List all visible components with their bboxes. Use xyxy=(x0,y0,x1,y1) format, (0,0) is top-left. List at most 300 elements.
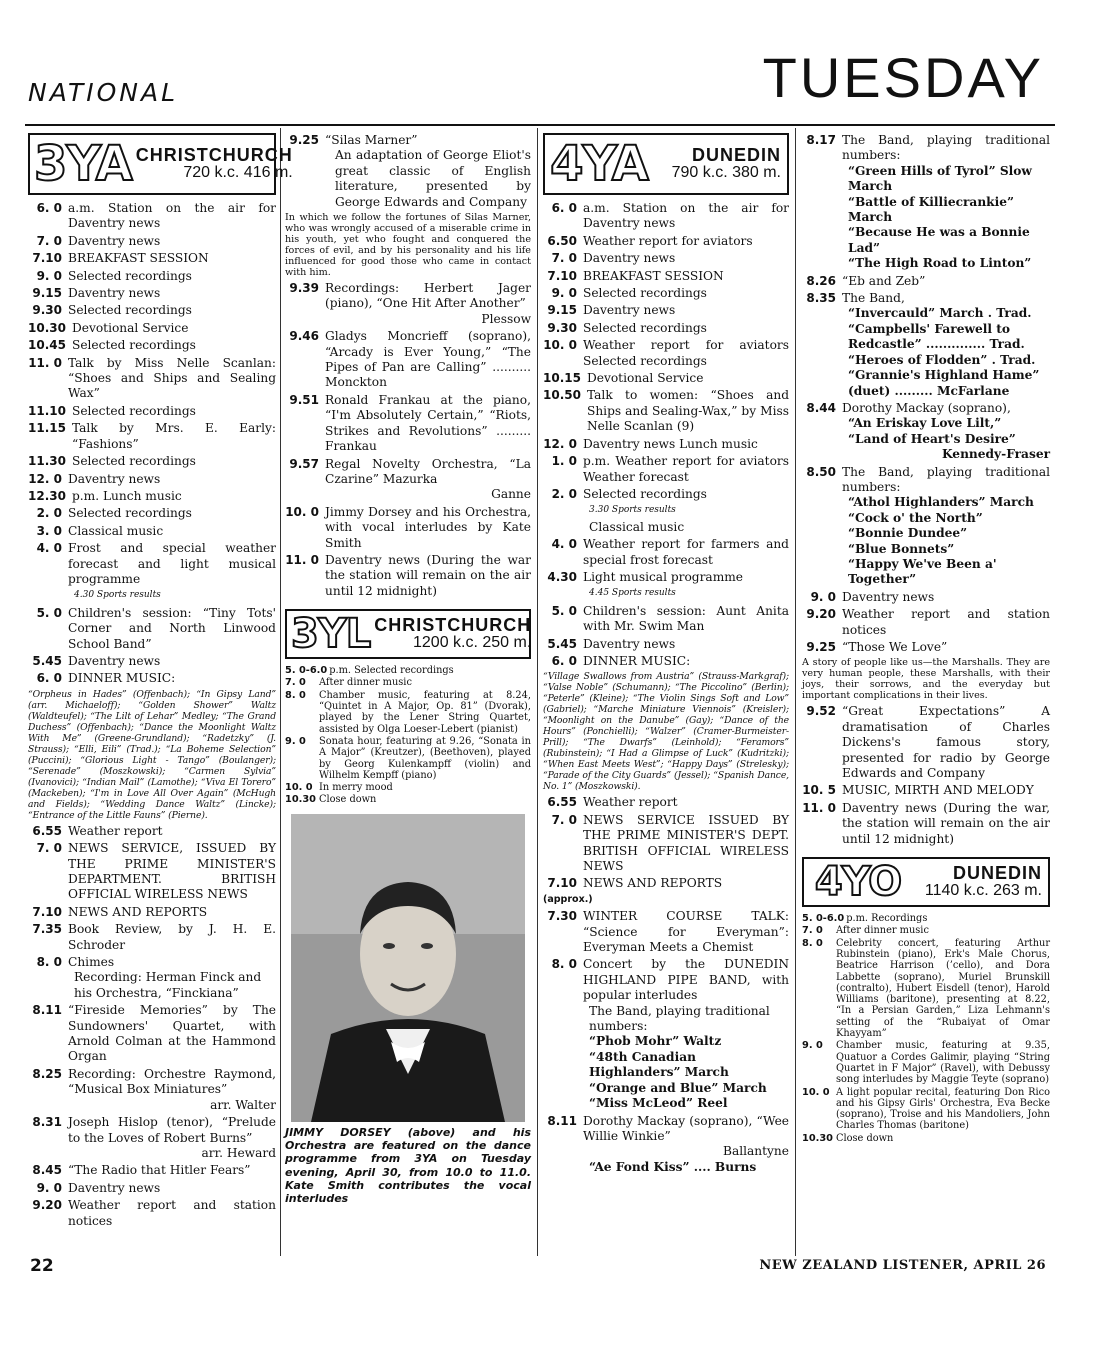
entry-text: Daventry news xyxy=(583,303,676,318)
station-callsign: 4YO xyxy=(814,859,902,906)
network-label: NATIONAL xyxy=(28,78,179,107)
schedule-entry xyxy=(28,841,276,903)
tune-title: “Invercauld” March . Trad. xyxy=(848,306,1032,321)
tune-list xyxy=(802,164,1050,272)
schedule-entry xyxy=(543,1114,789,1145)
entry-text: Weather report and station notices xyxy=(842,607,1050,637)
entry-time: 8.17 xyxy=(806,133,836,147)
entry-text: Ronald Frankau at the piano, “I'm Absolutely Certain,” “Riots, Strikes and Revolutions” ......... Frankau xyxy=(325,392,531,454)
entry-text: “The Radio that Hitler Fears” xyxy=(68,1163,251,1178)
entry-time: 9. 0 xyxy=(285,735,306,747)
entry-time: 9. 0 xyxy=(810,589,836,604)
tune-list xyxy=(802,495,1050,587)
entry-time: 7. 0 xyxy=(36,841,62,856)
schedule-entry xyxy=(802,913,1050,924)
schedule-list xyxy=(543,537,789,585)
entry-text: Selected recordings xyxy=(583,286,707,301)
tune-title: “Ae Fond Kiss” .... Burns xyxy=(589,1159,757,1174)
schedule-entry xyxy=(285,794,531,805)
classical-music: Classical music xyxy=(589,519,685,534)
schedule-entry xyxy=(802,1133,1050,1144)
entry-text: Chamber music, featuring at 9.35, Quatuor a Cordes Galimir, playing “String Quartet in F Major” (Ravel), with Debussy song interludes by Maggie Teyte (soprano) xyxy=(836,1040,1050,1086)
entry-time: 5.45 xyxy=(547,636,577,651)
schedule-entry xyxy=(543,795,789,810)
schedule-entry xyxy=(543,604,789,635)
those-we-love-note: A story of people like us—the Marshalls. They are very human people, these Marshalls, with their joys, their sorrows, and the everyday but important complications in their lives. xyxy=(802,657,1050,702)
entry-time: 8.11 xyxy=(547,1113,577,1128)
schedule-entry xyxy=(802,801,1050,847)
schedule-entry xyxy=(802,1087,1050,1132)
entry-text: Selected recordings xyxy=(71,338,196,353)
schedule-entry xyxy=(285,677,531,688)
tune-title: “An Eriskay Love Lilt,” xyxy=(848,416,1002,431)
entry-text: NEWS SERVICE ISSUED BY THE PRIME MINISTER'S DEPT. BRITISH OFFICIAL WIRELESS NEWS xyxy=(583,812,789,873)
schedule-entry xyxy=(543,338,789,369)
schedule-entry xyxy=(543,570,789,585)
composer-credit: arr. Walter xyxy=(210,1097,276,1112)
schedule-entry xyxy=(28,1181,276,1196)
entry-time: 11.10 xyxy=(28,403,66,418)
entry-time: 10. 0 xyxy=(285,504,319,519)
jimmy-dorsey-photo xyxy=(291,814,525,1122)
schedule-entry xyxy=(802,938,1050,1040)
entry-text: Talk by Mrs. E. Early: “Fashions” xyxy=(71,421,276,451)
schedule-entry xyxy=(28,506,276,521)
entry-time: 8.26 xyxy=(806,273,836,288)
entry-text: Regal Novelty Orchestra, “La Czarine” Mazurka xyxy=(325,456,531,486)
schedule-list xyxy=(28,201,276,587)
tune-title: “Miss McLeod” Reel xyxy=(589,1096,728,1111)
station-frequency: 720 k.c. 416 m. xyxy=(183,164,293,181)
dinner-music-list: “Village Swallows from Austria” (Strauss-Markgraf); “Valse Noble” (Schumann); “The Piccolino” (Berlin); “Peterle” (Kleine); “The Violin Sings Soft and Low” (Gabriel); “Marche Miniature Viennois” (Kreisler); “Moonlight on the Danube” (Gay); “Dance of the Hours” (Ponchielli); “Walzer” (Cramer-Burmeister-Prill); “The Dwarfs” (Leinhold); “Feramors” (Rubinstein); “I Had a Glimpse of Luck” (Kudritzki); “When East Meets West”; “Happy Days” (Strelesky); “Parade of the City Guards” (Jessel); “Spanish Dance, No. 1” (Moszkowski). xyxy=(543,671,789,793)
entry-time: 10. 0 xyxy=(543,338,577,353)
schedule-entry xyxy=(543,957,789,1003)
schedule-list xyxy=(543,1114,789,1145)
sports-results: 4.30 Sports results xyxy=(74,590,161,601)
column-3ya-cont xyxy=(285,131,531,1259)
entry-time: 11.15 xyxy=(28,421,66,436)
schedule-entry xyxy=(543,654,789,669)
entry-text: Sonata hour, featuring at 9.26, “Sonata in A Major” (Kreutzer), (Beethoven), played by Georg Kulenkampff (violin) and Wilhelm Kempff (piano) xyxy=(319,735,531,781)
schedule-entry xyxy=(28,1115,276,1146)
entry-text: Dorothy Mackay (soprano), xyxy=(842,400,1011,415)
entry-text: The Band, playing traditional numbers: xyxy=(842,133,1050,163)
entry-text: Selected recordings xyxy=(68,506,192,521)
composer-credit: arr. Heward xyxy=(201,1145,276,1160)
entry-time: 9. 0 xyxy=(36,268,62,283)
entry-text: Weather report xyxy=(68,823,163,838)
entry-time: 10.30 xyxy=(285,794,316,806)
schedule-entry xyxy=(285,553,531,599)
schedule-list xyxy=(543,795,789,891)
schedule-entry xyxy=(285,505,531,551)
entry-text: “Those We Love” xyxy=(842,640,948,654)
entry-time: 7. 0 xyxy=(551,251,577,266)
column-4ya xyxy=(543,131,789,1259)
entry-time: 8.11 xyxy=(32,1003,62,1018)
station-city: DUNEDIN xyxy=(691,144,781,165)
entry-time: 5. 0-6.0 xyxy=(285,665,328,677)
entry-text: Selected recordings xyxy=(68,268,192,283)
schedule-entry xyxy=(28,1067,276,1098)
entry-text: Book Review, by J. H. E. Schroder xyxy=(68,922,276,952)
schedule-entry xyxy=(802,465,1050,496)
entry-time: 3. 0 xyxy=(36,523,62,538)
entry-text: a.m. Station on the air for Daventry news xyxy=(68,201,276,231)
entry-text: “Eb and Zeb” xyxy=(842,273,926,288)
schedule-entry xyxy=(802,274,1050,289)
entry-text: Weather report for farmers and special frost forecast xyxy=(583,537,789,567)
schedule-list xyxy=(543,909,789,1003)
entry-text: Selected recordings xyxy=(71,403,196,418)
entry-time: 8. 0 xyxy=(36,955,62,970)
schedule-entry xyxy=(802,783,1050,798)
entry-text: BREAKFAST SESSION xyxy=(68,251,209,266)
schedule-entry xyxy=(28,671,276,686)
entry-time: 5. 0 xyxy=(36,605,62,620)
tune-title: “48th Canadian Highlanders” March xyxy=(589,1049,729,1080)
schedule-list xyxy=(802,704,1050,847)
station-frequency: 1140 k.c. 263 m. xyxy=(924,882,1042,900)
entry-time: 11. 0 xyxy=(802,800,836,815)
schedule-list xyxy=(543,201,789,502)
column-divider xyxy=(795,128,796,1256)
entry-time: 9.15 xyxy=(32,286,62,301)
entry-time: 8. 0 xyxy=(802,937,823,949)
schedule-list xyxy=(285,505,531,599)
schedule-list xyxy=(285,281,531,312)
entry-time: 12. 0 xyxy=(543,436,577,451)
entry-time: 9.46 xyxy=(289,329,319,344)
schedule-entry xyxy=(543,813,789,875)
entry-text: Daventry news (During the war, the station will remain on the air until 12 midnight) xyxy=(842,800,1050,846)
entry-text: NEWS AND REPORTS xyxy=(68,904,208,919)
day-title: TUESDAY xyxy=(762,46,1044,109)
schedule-entry xyxy=(285,393,531,455)
schedule-entry xyxy=(543,454,789,485)
entry-text: The Band, playing traditional numbers: xyxy=(842,464,1050,494)
entry-time: 2. 0 xyxy=(36,506,62,521)
entry-text: “Silas Marner” xyxy=(325,133,418,147)
entry-text: Daventry news xyxy=(842,589,935,604)
schedule-entry xyxy=(28,321,276,336)
schedule-entry xyxy=(802,704,1050,781)
schedule-entry xyxy=(28,654,276,669)
entry-text: Jimmy Dorsey and his Orchestra, with vocal interludes by Kate Smith xyxy=(325,504,531,550)
schedule-entry xyxy=(28,1163,276,1178)
entry-text: Weather report xyxy=(583,795,678,810)
header-rule xyxy=(25,124,1055,126)
entry-time: 6.55 xyxy=(32,823,62,838)
schedule-entry xyxy=(285,736,531,781)
entry-text: Classical music xyxy=(68,523,164,538)
entry-time: 8. 0 xyxy=(551,957,577,972)
entry-text: Joseph Hislop (tenor), “Prelude to the Loves of Robert Burns” xyxy=(68,1115,276,1145)
entry-time: 5.45 xyxy=(32,653,62,668)
schedule-entry xyxy=(28,421,276,452)
entry-time: 10. 0 xyxy=(802,1086,830,1098)
entry-text: Talk by Miss Nelle Scanlan: “Shoes and Ships and Sealing Wax” xyxy=(68,355,276,401)
entry-time: 9.39 xyxy=(289,281,319,296)
tune-list xyxy=(802,306,1050,398)
entry-time: 8.50 xyxy=(806,464,836,479)
entry-text: The Band, xyxy=(842,291,905,306)
tune-title: “Green Hills of Tyrol” Slow March xyxy=(848,163,1032,194)
entry-time: 10.30 xyxy=(28,320,66,335)
schedule-entry xyxy=(802,401,1050,416)
schedule-list xyxy=(802,465,1050,496)
entry-time: 7. 0 xyxy=(802,925,823,937)
schedule-entry xyxy=(28,905,276,920)
composer-credit: Kennedy-Fraser xyxy=(941,447,1050,462)
entry-time: 8.45 xyxy=(32,1163,62,1178)
entry-time: 10.45 xyxy=(28,338,66,353)
tune-title: “Athol Highlanders” March xyxy=(848,495,1034,510)
entry-time: 12.30 xyxy=(28,488,66,503)
schedule-entry xyxy=(285,690,531,735)
entry-text: Concert by the DUNEDIN HIGHLAND PIPE BAND, with popular interludes xyxy=(583,957,789,1003)
entry-time: 6. 0 xyxy=(551,653,577,668)
entry-time: 7.30 xyxy=(547,909,577,924)
entry-text: p.m. Recordings xyxy=(846,913,928,925)
entry-time: 9.20 xyxy=(806,607,836,622)
entry-text: Daventry news xyxy=(583,251,676,266)
entry-text: NEWS SERVICE, ISSUED BY THE PRIME MINISTER'S DEPARTMENT. BRITISH OFFICIAL WIRELESS NEWS xyxy=(68,841,276,902)
schedule-entry xyxy=(285,281,531,312)
tune-title: “Blue Bonnets” xyxy=(848,541,955,556)
publication-line: NEW ZEALAND LISTENER, APRIL 26 xyxy=(759,1258,1046,1273)
tune-list xyxy=(802,416,1050,447)
entry-time: 10. 0 xyxy=(285,782,313,794)
entry-text: p.m. Selected recordings xyxy=(329,665,454,677)
station-box-3ya xyxy=(28,133,293,195)
entry-text: Talk to women: “Shoes and Ships and Sealing-Wax,” by Miss Nelle Scanlan (9) xyxy=(586,388,789,434)
entry-text: Weather report and station notices xyxy=(68,1198,276,1228)
approx-note: (approx.) xyxy=(543,893,593,905)
entry-time: 6. 0 xyxy=(36,671,62,686)
schedule-list xyxy=(28,824,276,971)
entry-text: Selected recordings xyxy=(68,303,192,318)
schedule-entry xyxy=(543,269,789,284)
station-callsign: 4YA xyxy=(550,136,648,192)
column-3ya xyxy=(28,131,293,1259)
chimes-recording: Recording: Herman Finck and his Orchestra, “Finckiana” xyxy=(74,970,262,1000)
column-divider xyxy=(280,128,281,1256)
entry-time: 11.30 xyxy=(28,454,66,469)
entry-text: p.m. Lunch music xyxy=(71,488,182,503)
schedule-entry xyxy=(28,472,276,487)
entry-time: 10.15 xyxy=(543,371,581,386)
entry-text: Daventry news xyxy=(68,653,161,668)
schedule-entry xyxy=(28,356,276,402)
entry-time: 12. 0 xyxy=(28,471,62,486)
schedule-entry xyxy=(28,404,276,419)
photo-caption: JIMMY DORSEY (above) and his Orchestra are featured on the dance programme from 3YA on Tuesday evening, April 30, from 10.0 to 11.0. Kate Smith contributes the vocal interludes xyxy=(285,1125,531,1206)
entry-text: Recording: Orchestre Raymond, “Musical Box Miniatures” xyxy=(68,1066,276,1097)
schedule-list xyxy=(802,401,1050,416)
entry-time: 7. 0 xyxy=(36,233,62,248)
sports-results: 4.45 Sports results xyxy=(589,588,676,599)
tune-list xyxy=(543,1034,789,1111)
entry-text: DINNER MUSIC: xyxy=(68,671,176,686)
tune-title: “Cock o' the North” xyxy=(848,510,983,525)
schedule-entry xyxy=(28,286,276,301)
schedule-list xyxy=(285,665,531,806)
entry-text: WINTER COURSE TALK: “Science for Everyman”: Everyman Meets a Chemist xyxy=(583,909,789,955)
entry-text: Daventry news xyxy=(583,636,676,651)
schedule-list xyxy=(543,604,789,670)
entry-time: 9.30 xyxy=(547,320,577,335)
entry-time: 11. 0 xyxy=(28,355,62,370)
schedule-list xyxy=(285,329,531,487)
schedule-entry xyxy=(28,824,276,839)
schedule-entry xyxy=(28,606,276,652)
entry-text: A light popular recital, featuring Don Rico and his Gipsy Girls' Orchestra, Eva Becke (soprano), Troise and his Mandoliers, John Charles Thomas (baritone) xyxy=(836,1086,1050,1132)
tune-title: “The High Road to Linton” xyxy=(848,256,1032,271)
tune-title: “Campbells' Farewell to Redcastle” .............. Trad. xyxy=(848,321,1025,352)
entry-text: Chamber music, featuring at 8.24, “Quintet in A Major, Op. 81” (Dvorak), played by the Lener String Quartet, assisted by Olga Loeser-Lebert (pianist) xyxy=(319,689,531,735)
silas-note: In which we follow the fortunes of Silas Marner, who was wrongly accused of a miserable crime in his youth, yet who fought and conquered the forces of evil, and by his personality and his life influenced for good those who came in contact with him. xyxy=(285,212,531,279)
entry-time: 6. 0 xyxy=(36,201,62,215)
entry-text: Recordings: Herbert Jager (piano), “One Hit After Another” xyxy=(325,281,531,311)
entry-time: 10.30 xyxy=(802,1132,833,1144)
entry-time: 7. 0 xyxy=(551,812,577,827)
entry-text: Light musical programme xyxy=(583,569,744,584)
schedule-entry xyxy=(543,437,789,452)
entry-time: 5. 0 xyxy=(551,603,577,618)
entry-text: Selected recordings xyxy=(71,454,196,469)
schedule-list xyxy=(802,274,1050,307)
entry-text: Selected recordings xyxy=(583,320,707,335)
entry-time: 8.44 xyxy=(806,400,836,415)
entry-text: p.m. Weather report for aviators Weather forecast xyxy=(583,454,789,484)
entry-time: 6.50 xyxy=(547,233,577,248)
schedule-entry xyxy=(802,640,1050,655)
schedule-entry xyxy=(285,782,531,793)
tune-title: “Phob Mohr” Waltz xyxy=(589,1034,722,1049)
tune-title: “Happy We've Been a' Together” xyxy=(848,556,997,587)
composer-credit: Plessow xyxy=(481,311,531,326)
schedule-entry xyxy=(28,541,276,587)
entry-text: Weather report for aviators xyxy=(583,233,753,248)
entry-text: In merry mood xyxy=(319,782,393,794)
schedule-entry xyxy=(28,269,276,284)
entry-time: 2. 0 xyxy=(551,486,577,501)
entry-text: Children's session: Aunt Anita with Mr. Swim Man xyxy=(583,603,789,634)
tune-title: “Battle of Killiecrankie” March xyxy=(848,194,1015,225)
composer-credit: Ballantyne xyxy=(723,1144,789,1159)
entry-time: 8.25 xyxy=(32,1066,62,1081)
schedule-entry xyxy=(543,201,789,232)
entry-time: 7. 0 xyxy=(285,677,306,689)
schedule-entry xyxy=(543,371,789,386)
schedule-list xyxy=(285,133,531,148)
schedule-entry xyxy=(543,251,789,266)
entry-text: After dinner music xyxy=(836,925,929,937)
schedule-entry xyxy=(285,133,531,148)
schedule-entry xyxy=(802,133,1050,164)
entry-text: After dinner music xyxy=(319,677,412,689)
schedule-list xyxy=(28,1003,276,1097)
entry-time: 9.51 xyxy=(289,392,319,407)
silas-description: An adaptation of George Eliot's great classic of English literature, presented by George Edwards and Company xyxy=(335,148,531,209)
composer-credit: Ganne xyxy=(491,487,531,502)
station-box-3yl xyxy=(285,609,531,659)
station-city: DUNEDIN xyxy=(952,862,1042,883)
schedule-entry xyxy=(285,329,531,391)
entry-text: Devotional Service xyxy=(586,371,704,386)
entry-time: 8.31 xyxy=(32,1115,62,1130)
schedule-list xyxy=(28,1115,276,1146)
entry-time: 10. 5 xyxy=(802,783,836,798)
station-city: CHRISTCHURCH xyxy=(135,144,293,165)
schedule-entry xyxy=(28,955,276,970)
station-callsign: 3YA xyxy=(34,136,132,192)
schedule-entry xyxy=(802,925,1050,936)
entry-text: Chimes xyxy=(68,955,115,970)
band-intro: The Band, playing traditional numbers: xyxy=(589,1003,770,1034)
entry-text: Frost and special weather forecast and light musical programme xyxy=(68,541,276,586)
entry-time: 5. 0-6.0 xyxy=(802,913,845,925)
entry-time: 7.10 xyxy=(547,876,577,891)
schedule-list xyxy=(28,606,276,687)
entry-text: Devotional Service xyxy=(71,320,189,335)
schedule-entry xyxy=(802,1040,1050,1085)
schedule-entry xyxy=(802,291,1050,306)
schedule-entry xyxy=(543,286,789,301)
schedule-entry xyxy=(28,1198,276,1229)
entry-text: Gladys Moncrieff (soprano), “Arcady is Ever Young,” “The Pipes of Pan are Calling” .......... Monckton xyxy=(325,329,531,390)
tune-title: “Heroes of Flodden” . Trad. xyxy=(848,352,1036,367)
entry-time: 9.30 xyxy=(32,303,62,318)
entry-text: MUSIC, MIRTH AND MELODY xyxy=(842,783,1034,798)
entry-time: 9. 0 xyxy=(551,286,577,301)
schedule-entry xyxy=(285,457,531,488)
schedule-entry xyxy=(28,1003,276,1065)
station-frequency: 790 k.c. 380 m. xyxy=(671,164,781,181)
schedule-entry xyxy=(28,201,276,232)
schedule-entry xyxy=(543,537,789,568)
entry-time: 9.25 xyxy=(289,133,319,147)
entry-text: Selected recordings xyxy=(583,486,707,501)
entry-text: “Fireside Memories” by The Sundowners' Quartet, with Arnold Colman at the Hammond Organ xyxy=(68,1003,276,1064)
column-divider xyxy=(537,128,538,1256)
entry-time: 9.20 xyxy=(32,1198,62,1213)
tune-title: “Bonnie Dundee” xyxy=(848,526,968,541)
schedule-list xyxy=(28,1163,276,1229)
entry-text: BREAKFAST SESSION xyxy=(583,268,724,283)
entry-time: 7.10 xyxy=(32,904,62,919)
schedule-list xyxy=(802,133,1050,164)
schedule-entry xyxy=(285,665,531,676)
tune-title: “Grannie's Highland Hame” (duet) ......... McFarlane xyxy=(848,368,1040,398)
entry-time: 8.35 xyxy=(806,291,836,306)
entry-text: Weather report for aviators Selected recordings xyxy=(583,338,789,368)
entry-text: Daventry news xyxy=(68,471,161,486)
entry-time: 9.57 xyxy=(289,456,319,471)
station-frequency: 1200 k.c. 250 m. xyxy=(413,634,532,652)
entry-text: Close down xyxy=(836,1132,894,1144)
schedule-entry xyxy=(28,303,276,318)
schedule-entry xyxy=(28,922,276,953)
schedule-list xyxy=(802,913,1050,1144)
entry-time: 6. 0 xyxy=(551,201,577,215)
entry-time: 1. 0 xyxy=(551,454,577,469)
station-box-4ya xyxy=(543,133,789,195)
schedule-entry xyxy=(543,234,789,249)
schedule-entry xyxy=(543,487,789,502)
schedule-entry xyxy=(543,321,789,336)
